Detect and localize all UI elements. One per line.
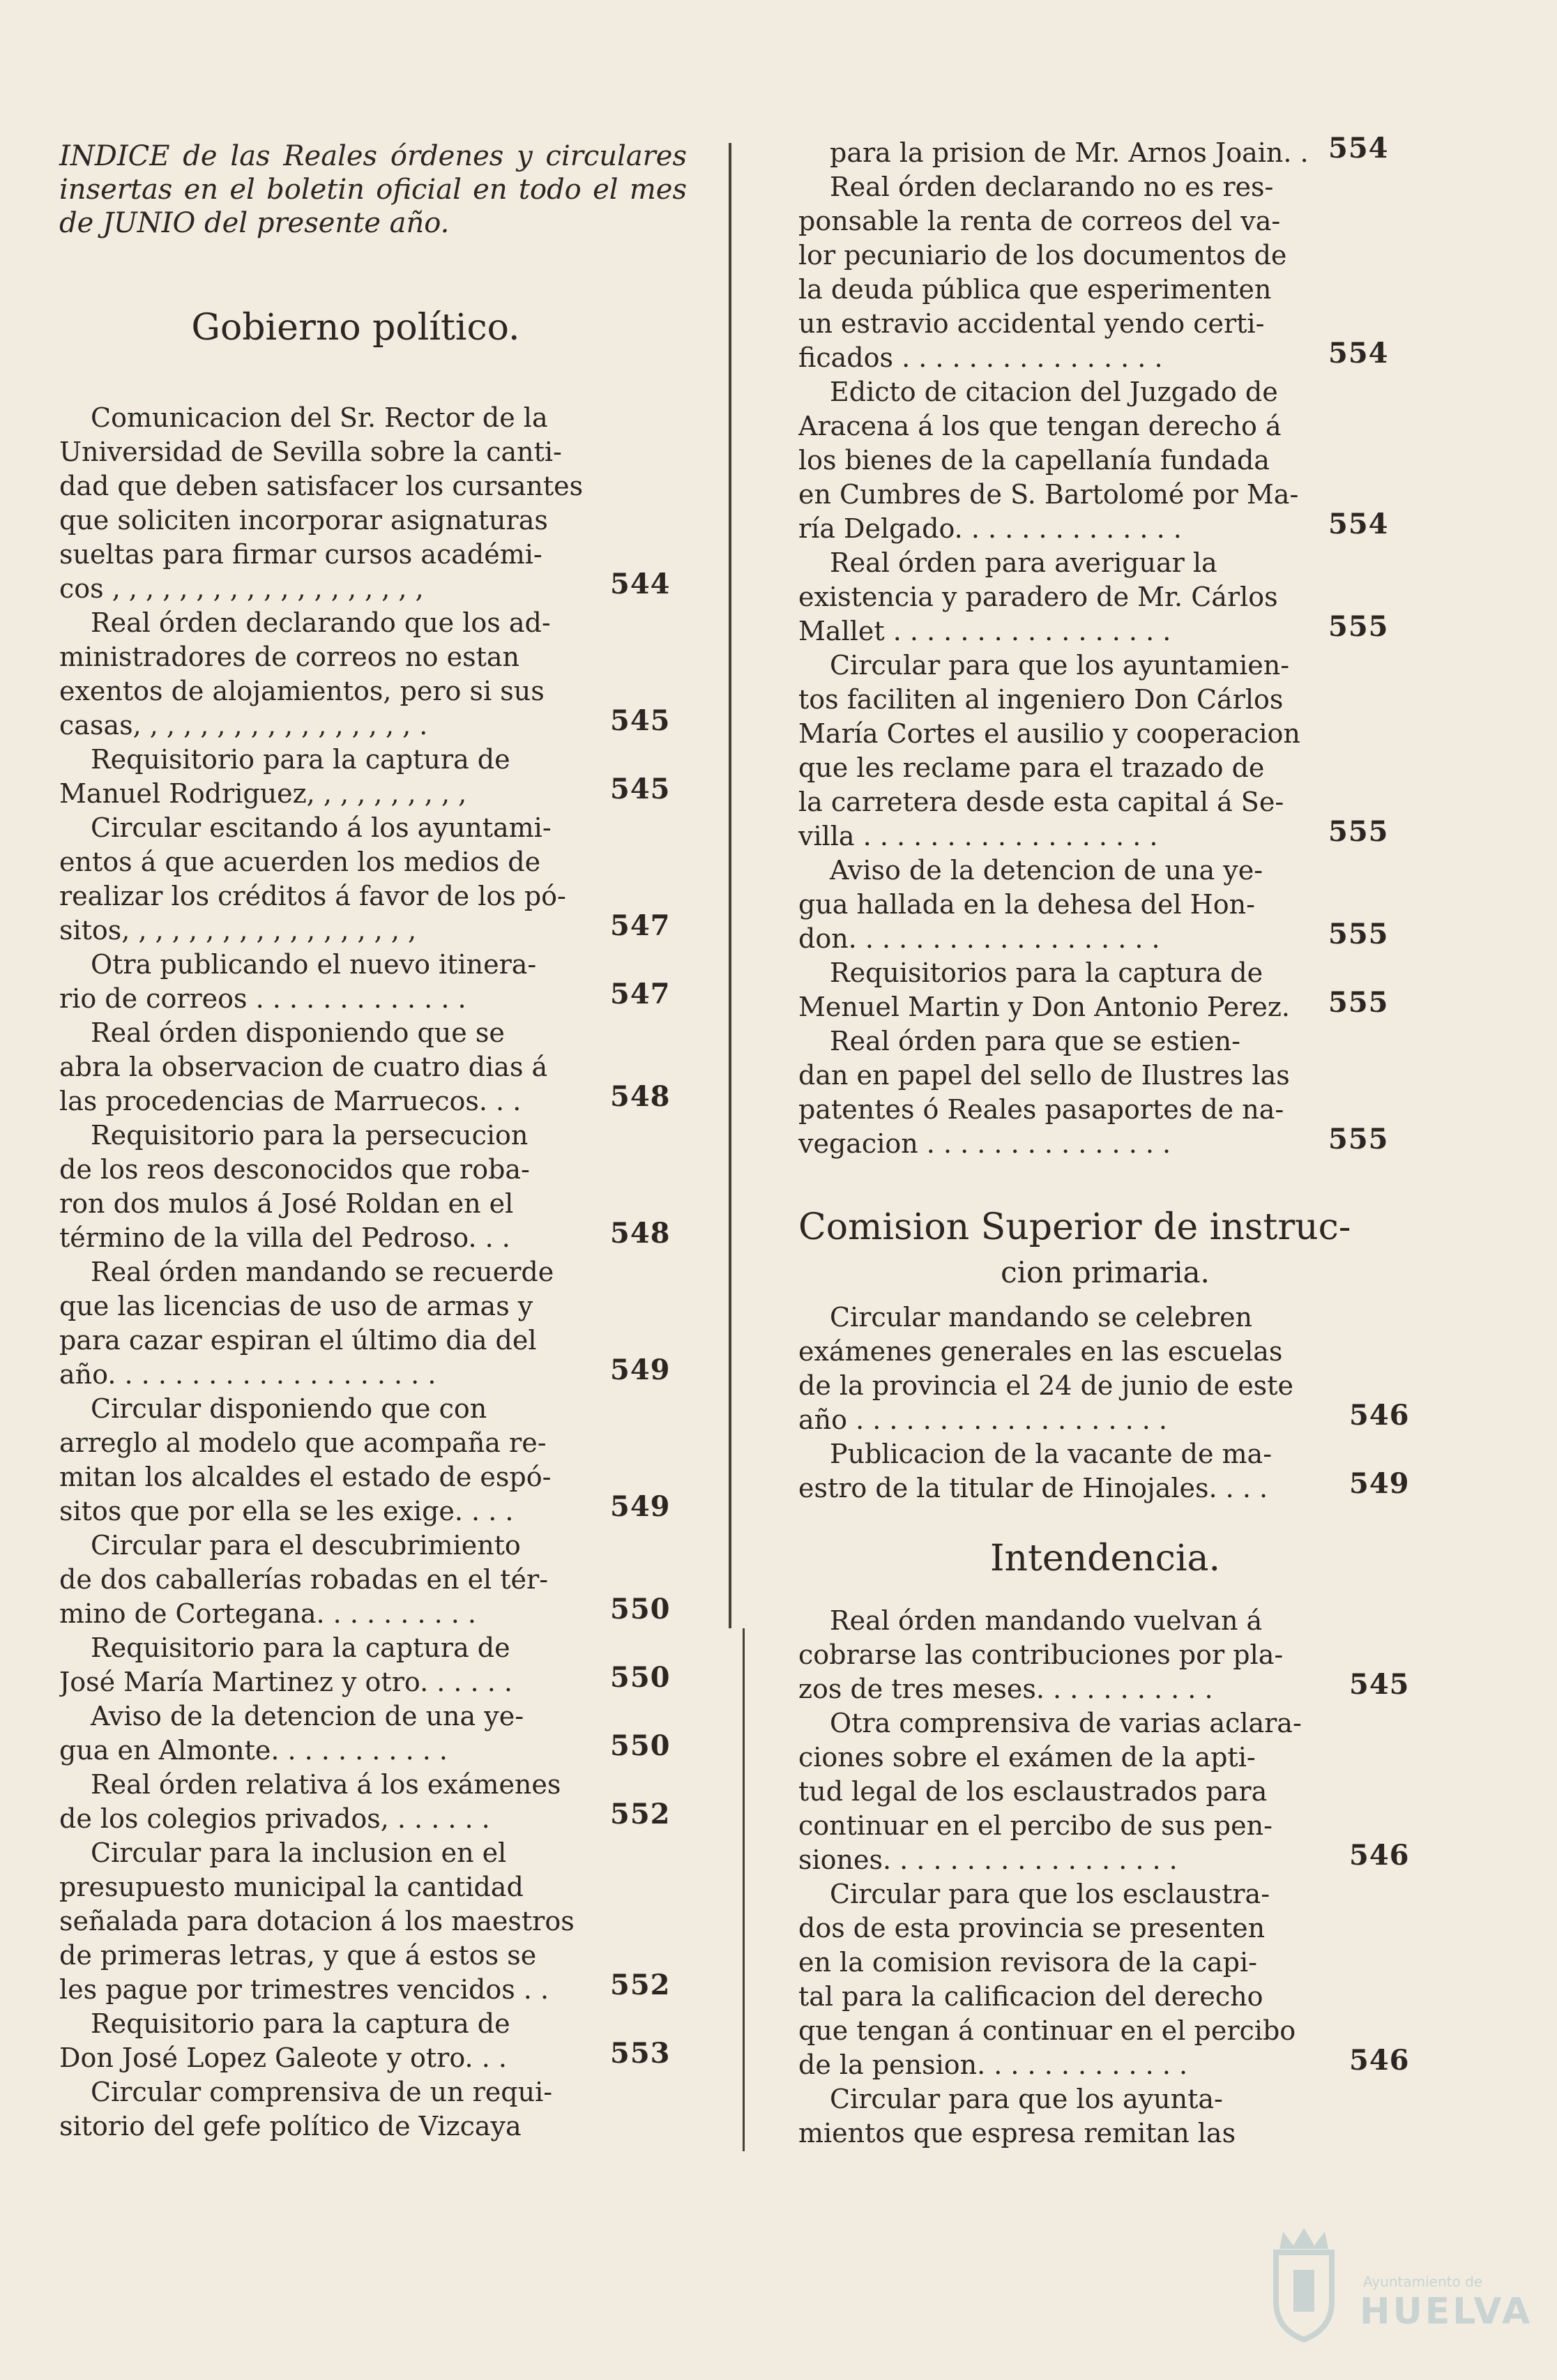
entry-line: año . . . . . . . . . . . . . . . . . . . <box>798 1404 1168 1435</box>
entry-line: ciones sobre el exámen de la apti- <box>798 1742 1256 1773</box>
entry-line: para cazar espiran el último dia del <box>59 1325 537 1356</box>
page-number: 549 <box>610 1490 671 1523</box>
index-entry <box>59 1529 596 1631</box>
index-entry <box>798 1604 1335 1706</box>
index-entry <box>59 1631 596 1699</box>
page-number: 545 <box>1349 1668 1410 1701</box>
index-entry <box>59 1699 596 1768</box>
entry-line: las procedencias de Marruecos. . . <box>59 1086 522 1116</box>
entry-line: mino de Cortegana. . . . . . . . . . <box>59 1598 476 1629</box>
entry-line: dad que deben satisfacer los cursantes <box>59 471 584 501</box>
entry-line: Manuel Rodriguez, , , , , , , , , , <box>59 778 467 809</box>
entry-line: exentos de alojamientos, pero si sus <box>59 676 545 706</box>
entry-line: Real órden para que se estien- <box>830 1026 1240 1056</box>
entry-line: casas, , , , , , , , , , , , , , , , , . <box>59 710 428 741</box>
section-heading-gobierno: Gobierno político. <box>191 307 520 349</box>
index-entry <box>798 649 1314 854</box>
entry-line: Requisitorio para la captura de <box>91 744 510 775</box>
entry-line: que las licencias de uso de armas y <box>59 1291 533 1321</box>
page-number: 546 <box>1349 1399 1410 1432</box>
page-number: 547 <box>610 909 671 942</box>
page-number: 550 <box>610 1729 671 1762</box>
index-entry <box>59 1836 596 2007</box>
entry-line: gua hallada en la dehesa del Hon- <box>798 889 1255 920</box>
index-entry <box>798 1706 1335 1877</box>
entry-line: arreglo al modelo que acompaña re- <box>59 1427 547 1458</box>
page-number: 554 <box>1328 508 1389 540</box>
index-entry <box>59 606 596 743</box>
entry-line: Real órden declarando que los ad- <box>91 607 551 638</box>
page-number: 555 <box>1328 815 1389 848</box>
entry-line: Real órden declarando no es res- <box>830 172 1274 202</box>
entry-line: Requisitorio para la captura de <box>91 2008 510 2039</box>
entry-line: Aviso de la detencion de una ye- <box>91 1701 524 1731</box>
entry-line: realizar los créditos á favor de los pó- <box>59 881 566 911</box>
entry-line: Menuel Martin y Don Antonio Perez. <box>798 992 1290 1022</box>
index-entry <box>59 743 596 811</box>
entry-line: la deuda pública que esperimenten <box>798 274 1272 305</box>
index-entry <box>798 1301 1335 1437</box>
entry-line: entos á que acuerden los medios de <box>59 847 541 877</box>
index-entry <box>798 375 1314 546</box>
entry-line: Circular para la inclusion en el <box>91 1837 507 1868</box>
entry-line: término de la villa del Pedroso. . . <box>59 1222 510 1253</box>
entry-line: sitos, , , , , , , , , , , , , , , , , , <box>59 915 417 946</box>
index-entry <box>798 2082 1335 2151</box>
page-number: 552 <box>610 1969 671 2001</box>
index-entry <box>798 1877 1335 2082</box>
entry-line: mitan los alcaldes el estado de espó- <box>59 1462 552 1492</box>
entry-line: en Cumbres de S. Bartolomé por Ma- <box>798 479 1299 510</box>
entry-line: villa . . . . . . . . . . . . . . . . . . <box>798 821 1158 851</box>
entry-line: sitos que por ella se les exige. . . . <box>59 1496 514 1526</box>
index-entry <box>798 956 1314 1024</box>
entry-line: Circular para el descubrimiento <box>91 1530 521 1561</box>
entry-line: año. . . . . . . . . . . . . . . . . . . . <box>59 1359 436 1390</box>
column-divider-bottom <box>743 1628 745 2151</box>
entry-line: Edicto de citacion del Juzgado de <box>830 377 1278 407</box>
entry-line: lor pecuniario de los documentos de <box>798 240 1287 271</box>
index-entry <box>59 1392 596 1529</box>
entry-line: la carretera desde esta capital á Se- <box>798 787 1284 817</box>
stamp-name: HUELVA <box>1360 2291 1533 2333</box>
entry-line: Circular para que los ayuntamien- <box>830 650 1290 681</box>
entry-line: exámenes generales en las escuelas <box>798 1336 1283 1367</box>
entry-line: tal para la calificacion del derecho <box>798 1981 1263 2012</box>
index-entry <box>59 2075 596 2144</box>
page-number: 553 <box>610 2037 671 2070</box>
entry-line: señalada para dotacion á los maestros <box>59 1906 575 1936</box>
entry-line: continuar en el percibo de sus pen- <box>798 1810 1273 1841</box>
entry-line: tos faciliten al ingeniero Don Cárlos <box>798 684 1284 715</box>
section-heading-comision-line1: Comision Superior de instruc- <box>798 1206 1351 1248</box>
page-number: 548 <box>610 1217 671 1250</box>
entry-line: don. . . . . . . . . . . . . . . . . . . <box>798 923 1160 954</box>
entry-line: para la prision de Mr. Arnos Joain. . <box>830 137 1309 168</box>
index-entry <box>59 948 596 1016</box>
entry-line: dan en papel del sello de Ilustres las <box>798 1060 1290 1091</box>
entry-line: los bienes de la capellanía fundada <box>798 445 1270 476</box>
page-number: 547 <box>610 978 671 1010</box>
index-entry <box>798 1024 1314 1161</box>
entry-line: Circular mandando se celebren <box>830 1302 1253 1333</box>
entry-line: cos , , , , , , , , , , , , , , , , , , , <box>59 573 424 604</box>
entry-line: existencia y paradero de Mr. Cárlos <box>798 582 1278 612</box>
entry-line: Publicacion de la vacante de ma- <box>830 1439 1273 1469</box>
page-number: 546 <box>1349 2044 1410 2077</box>
entry-line: Requisitorio para la captura de <box>91 1632 510 1663</box>
entry-line: Real órden mandando se recuerde <box>91 1257 554 1287</box>
entry-line: rio de correos . . . . . . . . . . . . . <box>59 983 466 1014</box>
entry-line: sitorio del gefe político de Vizcaya <box>59 2111 522 2142</box>
index-entry <box>59 1016 596 1119</box>
entry-line: gua en Almonte. . . . . . . . . . . <box>59 1735 448 1766</box>
page-number: 554 <box>1328 132 1389 165</box>
section-heading-comision-line2: cion primaria. <box>1001 1255 1210 1289</box>
entry-line: Circular comprensiva de un requi- <box>91 2077 553 2107</box>
entry-line: estro de la titular de Hinojales. . . . <box>798 1473 1268 1503</box>
entry-line: Requisitorio para la persecucion <box>91 1120 529 1151</box>
page-number: 555 <box>1328 918 1389 950</box>
coat-of-arms-icon <box>1262 2224 1346 2343</box>
entry-line: ría Delgado. . . . . . . . . . . . . . <box>798 513 1182 544</box>
entry-line: María Cortes el ausilio y cooperacion <box>798 718 1300 749</box>
huelva-stamp <box>1262 2224 1533 2364</box>
entry-line: ponsable la renta de correos del va- <box>798 206 1281 236</box>
entry-line: Circular para que los esclaustra- <box>830 1879 1270 1909</box>
entry-line: Aviso de la detencion de una ye- <box>830 855 1263 886</box>
entry-line: patentes ó Reales pasaportes de na- <box>798 1094 1284 1125</box>
entry-line: Real órden relativa á los exámenes <box>91 1769 561 1800</box>
entry-line: zos de tres meses. . . . . . . . . . . <box>798 1674 1213 1704</box>
page-number: 545 <box>610 704 671 737</box>
entry-line: Otra comprensiva de varias aclara- <box>830 1708 1302 1738</box>
page-number: 549 <box>1349 1467 1410 1500</box>
index-title: INDICE de las Reales órdenes y circulares insertas en el boletin oficial en todo el mes de JUNIO del presente año. <box>59 140 687 239</box>
entry-line: Real órden disponiendo que se <box>91 1017 505 1048</box>
entry-line: Real órden mandando vuelvan á <box>830 1605 1263 1636</box>
entry-line: que soliciten incorporar asignaturas <box>59 505 548 536</box>
page-number: 555 <box>1328 986 1389 1019</box>
entry-line: Requisitorios para la captura de <box>830 957 1263 988</box>
entry-line: mientos que espresa remitan las <box>798 2118 1236 2148</box>
entry-line: de los colegios privados, . . . . . . <box>59 1803 490 1834</box>
index-entry <box>798 1437 1335 1506</box>
entry-line: de los reos desconocidos que roba- <box>59 1154 530 1185</box>
entry-line: José María Martinez y otro. . . . . . <box>59 1667 512 1697</box>
section-heading-intendencia: Intendencia. <box>989 1538 1221 1579</box>
page-number: 554 <box>1328 337 1389 370</box>
entry-line: en la comision revisora de la capi- <box>798 1947 1257 1978</box>
index-entry <box>798 170 1314 375</box>
entry-line: Otra publicando el nuevo itinera- <box>91 949 537 980</box>
index-entry <box>798 854 1314 956</box>
entry-line: de primeras letras, y que á estos se <box>59 1940 537 1971</box>
entry-line: Mallet . . . . . . . . . . . . . . . . . <box>798 616 1171 646</box>
entry-line: abra la observacion de cuatro dias á <box>59 1052 548 1082</box>
entry-line: siones. . . . . . . . . . . . . . . . . . <box>798 1844 1178 1875</box>
entry-line: Universidad de Sevilla sobre la canti- <box>59 437 562 467</box>
index-entry <box>59 1119 596 1255</box>
entry-line: Real órden para averiguar la <box>830 547 1217 578</box>
stamp-subtitle: Ayuntamiento de <box>1363 2273 1483 2290</box>
index-entry <box>798 546 1314 649</box>
entry-line: dos de esta provincia se presenten <box>798 1913 1266 1943</box>
entry-line: presupuesto municipal la cantidad <box>59 1872 524 1902</box>
page-number: 550 <box>610 1593 671 1625</box>
entry-line: Don José Lopez Galeote y otro. . . <box>59 2042 507 2073</box>
page-number: 552 <box>610 1798 671 1831</box>
page-number: 550 <box>610 1661 671 1694</box>
entry-line: ron dos mulos á José Roldan en el <box>59 1188 514 1219</box>
entry-line: Circular disponiendo que con <box>91 1393 487 1424</box>
page-number: 555 <box>1328 610 1389 643</box>
index-entry <box>59 1768 596 1836</box>
index-entry <box>59 401 596 606</box>
entry-line: sueltas para firmar cursos académi- <box>59 539 542 570</box>
entry-line: un estravio accidental yendo certi- <box>798 308 1265 339</box>
entry-line: Aracena á los que tengan derecho á <box>798 411 1282 441</box>
entry-line: Comunicacion del Sr. Rector de la <box>91 402 548 433</box>
page-number: 545 <box>610 773 671 805</box>
entry-line: vegacion . . . . . . . . . . . . . . . <box>798 1128 1171 1159</box>
index-entry <box>59 2007 596 2075</box>
entry-line: les pague por trimestres vencidos . . <box>59 1974 549 2005</box>
entry-line: que les reclame para el trazado de <box>798 752 1265 783</box>
entry-line: de la provincia el 24 de junio de este <box>798 1370 1293 1401</box>
page-number: 555 <box>1328 1123 1389 1155</box>
entry-line: Circular escitando á los ayuntami- <box>91 812 552 843</box>
index-entry <box>798 136 1314 170</box>
entry-line: ministradores de correos no estan <box>59 642 519 672</box>
entry-line: de la pension. . . . . . . . . . . . . <box>798 2049 1188 2080</box>
entry-line: que tengan á continuar en el percibo <box>798 2015 1296 2046</box>
column-divider-top <box>729 143 731 1628</box>
page-number: 549 <box>610 1354 671 1386</box>
entry-line: tud legal de los esclaustrados para <box>798 1776 1268 1807</box>
page-number: 546 <box>1349 1839 1410 1872</box>
page-number: 548 <box>610 1080 671 1113</box>
entry-line: ficados . . . . . . . . . . . . . . . . <box>798 342 1163 373</box>
index-entry <box>59 811 596 948</box>
index-entry <box>59 1255 596 1392</box>
entry-line: Circular para que los ayunta- <box>830 2084 1223 2114</box>
entry-line: cobrarse las contribuciones por pla- <box>798 1639 1284 1670</box>
entry-line: de dos caballerías robadas en el tér- <box>59 1564 549 1595</box>
page-number: 544 <box>610 568 671 600</box>
